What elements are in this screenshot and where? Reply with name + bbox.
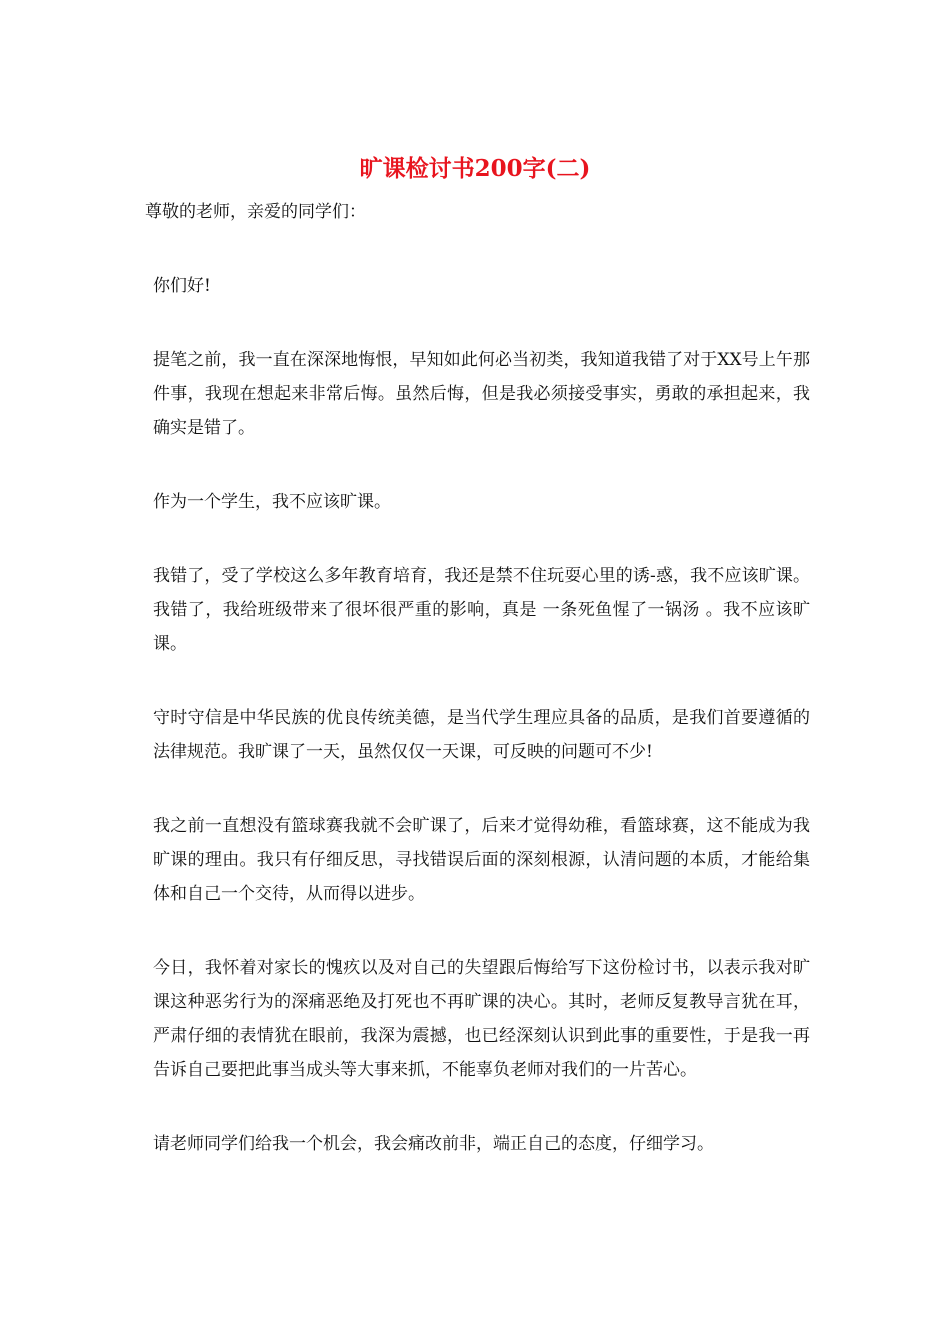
- paragraph-4: 我错了，受了学校这么多年教育培育，我还是禁不住玩耍心里的诱-惑，我不应该旷课。我错了，我给班级带来了很坏很严重的影响，真是 一条死鱼惺了一锅汤 。我不应该旷课。: [153, 566, 810, 654]
- paragraph-3: 作为一个学生，我不应该旷课。: [153, 492, 391, 512]
- paragraph-5: 守时守信是中华民族的优良传统美德，是当代学生理应具备的品质，是我们首要遵循的法律规范。我旷课了一天，虽然仅仅一天课，可反映的问题可不少!: [153, 708, 810, 762]
- paragraph-7: 今日，我怀着对家长的愧疚以及对自己的失望跟后悔给写下这份检讨书，以表示我对旷课这种恶劣行为的深痛恶绝及打死也不再旷课的决心。其时，老师反复教导言犹在耳，严肃仔细的表情犹在眼前，我深为震撼，也已经深刻认识到此事的重要性，于是我一再告诉自己要把此事当成头等大事来抓，不能辜负老师对我们的一片苦心。: [153, 958, 810, 1080]
- salutation: 尊敬的老师，亲爱的同学们：: [145, 202, 366, 222]
- paragraph-1: 你们好!: [153, 276, 211, 296]
- document-body: [145, 195, 810, 1201]
- paragraph-6: 我之前一直想没有篮球赛我就不会旷课了，后来才觉得幼稚，看篮球赛，这不能成为我旷课的理由。我只有仔细反思，寻找错误后面的深刻根源，认清问题的本质，才能给集体和自己一个交待，从而得以进步。: [153, 816, 810, 904]
- document-title: 旷课检讨书200字(二): [359, 155, 591, 182]
- paragraph-8: 请老师同学们给我一个机会，我会痛改前非，端正自己的态度，仔细学习。: [153, 1134, 714, 1154]
- paragraph-2: 提笔之前，我一直在深深地悔恨，早知如此何必当初类，我知道我错了对于XX号上午那件事，我现在想起来非常后悔。虽然后悔，但是我必须接受事实，勇敢的承担起来，我确实是错了。: [153, 350, 810, 438]
